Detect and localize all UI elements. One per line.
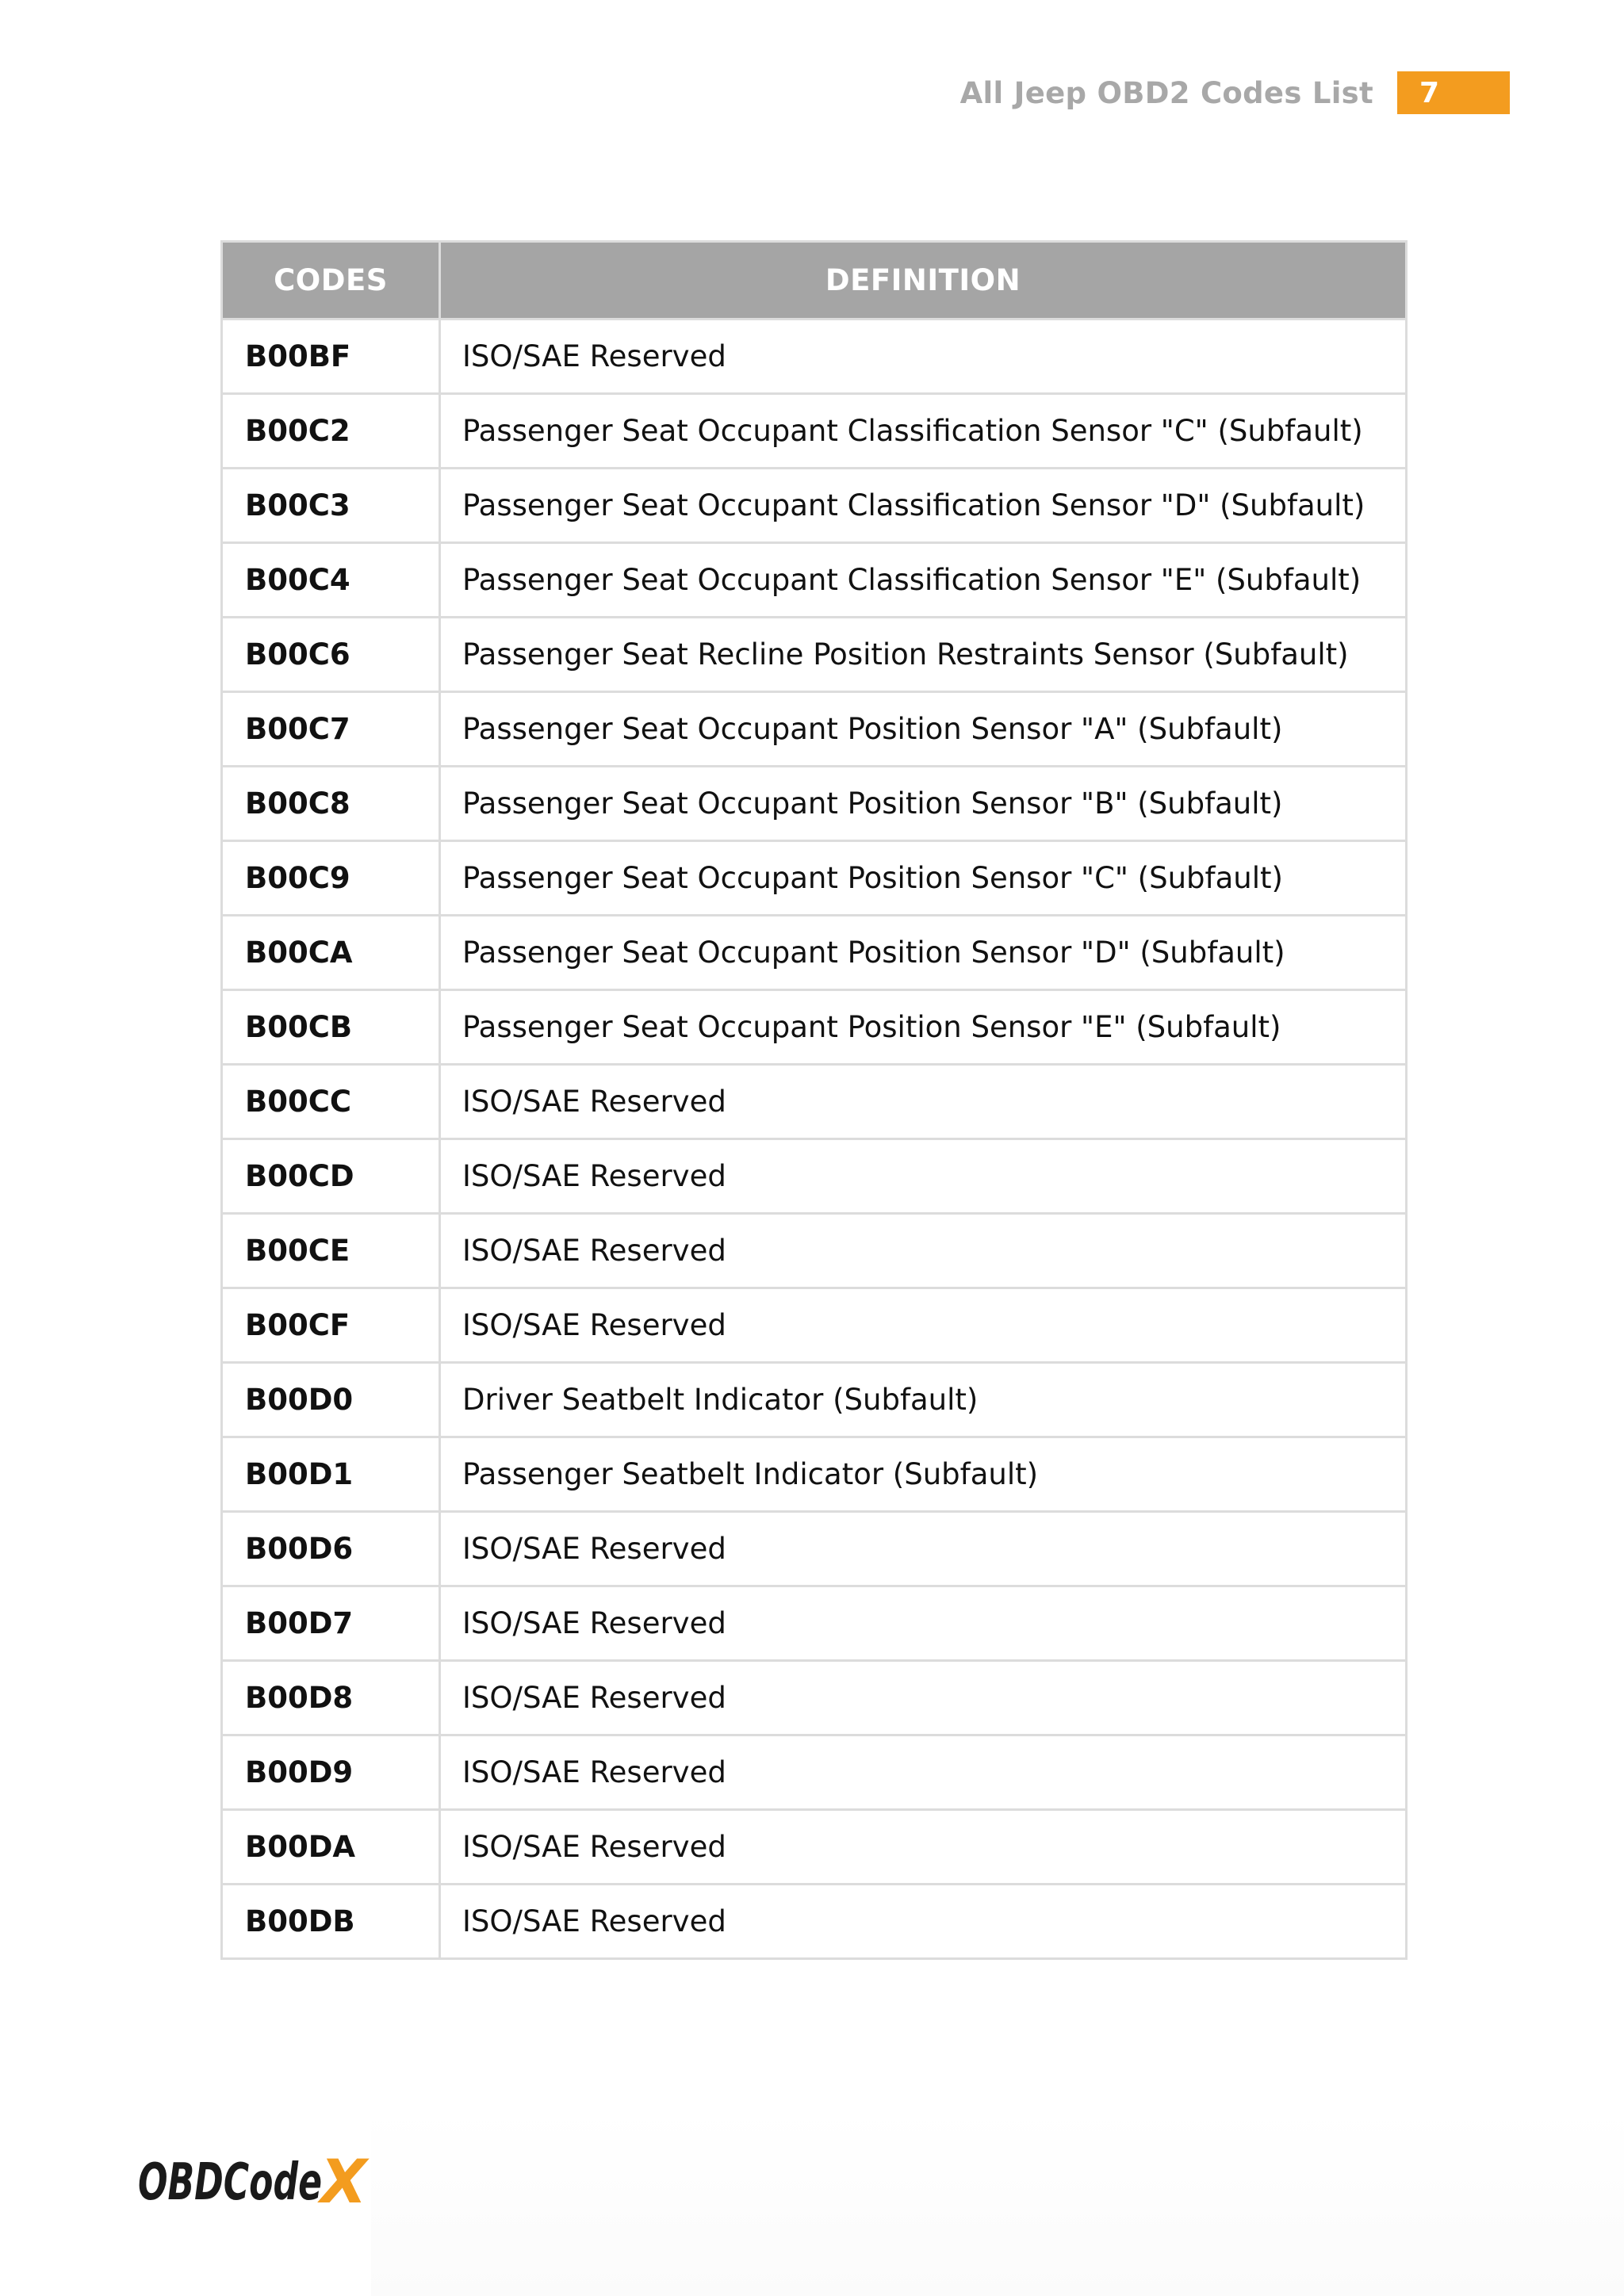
definition-cell: Driver Seatbelt Indicator (Subfault): [440, 1363, 1407, 1437]
footer-shade: [371, 2109, 1624, 2296]
codes-table: [220, 240, 1408, 1960]
code-cell: B00C2: [222, 394, 440, 469]
table-row: [222, 1735, 1407, 1810]
definition-cell: Passenger Seat Occupant Position Sensor "B" (Subfault): [440, 767, 1407, 841]
code-cell: B00C4: [222, 543, 440, 618]
table-row: [222, 543, 1407, 618]
table-row: [222, 916, 1407, 990]
code-cell: B00C8: [222, 767, 440, 841]
table-row: [222, 320, 1407, 394]
code-cell: B00CC: [222, 1065, 440, 1139]
table-row: [222, 1065, 1407, 1139]
definition-cell: Passenger Seat Occupant Position Sensor "C" (Subfault): [440, 841, 1407, 916]
table-row: [222, 1661, 1407, 1735]
table-row: [222, 1437, 1407, 1512]
definition-cell: ISO/SAE Reserved: [440, 1214, 1407, 1288]
code-cell: B00D8: [222, 1661, 440, 1735]
table-row: [222, 1810, 1407, 1885]
table-row: [222, 1512, 1407, 1586]
definition-cell: Passenger Seat Occupant Position Sensor "D" (Subfault): [440, 916, 1407, 990]
code-cell: B00CD: [222, 1139, 440, 1214]
definition-cell: ISO/SAE Reserved: [440, 1288, 1407, 1363]
definition-cell: Passenger Seatbelt Indicator (Subfault): [440, 1437, 1407, 1512]
table-row: [222, 1363, 1407, 1437]
logo-text: OBDCode: [138, 2153, 322, 2210]
definition-cell: ISO/SAE Reserved: [440, 1661, 1407, 1735]
code-cell: B00D0: [222, 1363, 440, 1437]
definition-cell: ISO/SAE Reserved: [440, 320, 1407, 394]
page-number: 7: [1419, 76, 1440, 109]
definition-cell: Passenger Seat Occupant Position Sensor "E" (Subfault): [440, 990, 1407, 1065]
code-cell: B00CA: [222, 916, 440, 990]
code-cell: B00CE: [222, 1214, 440, 1288]
table-row: [222, 394, 1407, 469]
table-row: [222, 1214, 1407, 1288]
definition-cell: Passenger Seat Recline Position Restraints Sensor (Subfault): [440, 618, 1407, 692]
definition-cell: ISO/SAE Reserved: [440, 1065, 1407, 1139]
code-cell: B00DA: [222, 1810, 440, 1885]
table-row: [222, 990, 1407, 1065]
code-cell: B00C9: [222, 841, 440, 916]
table-row: [222, 1586, 1407, 1661]
code-cell: B00C7: [222, 692, 440, 767]
definition-cell: Passenger Seat Occupant Classification Sensor "E" (Subfault): [440, 543, 1407, 618]
table-row: [222, 767, 1407, 841]
code-cell: B00D1: [222, 1437, 440, 1512]
code-cell: B00CB: [222, 990, 440, 1065]
code-cell: B00BF: [222, 320, 440, 394]
table-row: [222, 618, 1407, 692]
definition-cell: ISO/SAE Reserved: [440, 1810, 1407, 1885]
code-cell: B00C6: [222, 618, 440, 692]
definition-cell: ISO/SAE Reserved: [440, 1885, 1407, 1959]
column-header-definition: DEFINITION: [440, 242, 1407, 320]
definition-cell: Passenger Seat Occupant Classification Sensor "D" (Subfault): [440, 469, 1407, 543]
definition-cell: ISO/SAE Reserved: [440, 1586, 1407, 1661]
code-cell: B00D6: [222, 1512, 440, 1586]
definition-cell: Passenger Seat Occupant Classification Sensor "C" (Subfault): [440, 394, 1407, 469]
logo-accent-x: X: [320, 2150, 367, 2210]
code-cell: B00DB: [222, 1885, 440, 1959]
definition-cell: ISO/SAE Reserved: [440, 1735, 1407, 1810]
document-title: All Jeep OBD2 Codes List: [959, 75, 1373, 110]
code-cell: B00D9: [222, 1735, 440, 1810]
table-row: [222, 1885, 1407, 1959]
code-cell: B00D7: [222, 1586, 440, 1661]
definition-cell: Passenger Seat Occupant Position Sensor "A" (Subfault): [440, 692, 1407, 767]
code-cell: B00CF: [222, 1288, 440, 1363]
code-cell: B00C3: [222, 469, 440, 543]
table-row: [222, 469, 1407, 543]
table-body: [222, 320, 1407, 1959]
page-header: [0, 71, 1510, 114]
definition-cell: ISO/SAE Reserved: [440, 1139, 1407, 1214]
obdcodex-logo: [136, 2150, 374, 2210]
table-row: [222, 1139, 1407, 1214]
table-row: [222, 841, 1407, 916]
definition-cell: ISO/SAE Reserved: [440, 1512, 1407, 1586]
table-row: [222, 1288, 1407, 1363]
column-header-codes: CODES: [222, 242, 440, 320]
table-header-row: [222, 242, 1407, 320]
table-row: [222, 692, 1407, 767]
page-number-badge: [1397, 71, 1510, 114]
